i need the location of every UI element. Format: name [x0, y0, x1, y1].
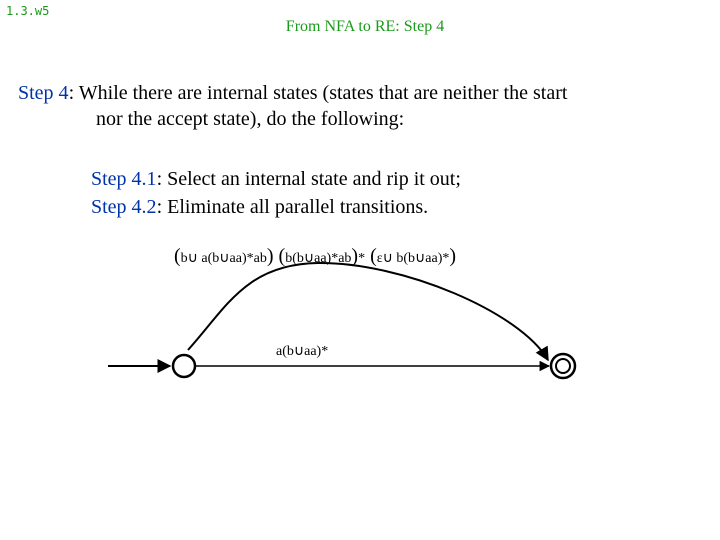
regex-paren: (: [174, 245, 181, 267]
regex-paren: ): [266, 245, 274, 267]
accept-state-inner: [556, 359, 570, 373]
slide-title: From NFA to RE: Step 4: [285, 18, 445, 35]
start-state: [173, 355, 195, 377]
step4-text-line1: : While there are internal states (states that are neither the start: [68, 82, 568, 104]
slide-number: 1.3.w5: [6, 4, 50, 18]
step4-label: Step 4: [18, 82, 69, 104]
top-transition-arrow: [188, 263, 548, 360]
regex-star: *: [358, 251, 366, 266]
regex-paren: (: [273, 245, 286, 267]
step4-1-text: : Select an internal state and rip it out;: [156, 168, 461, 190]
step4-line2: nor the accept state), do the following:: [96, 108, 405, 130]
regex-term-1: b∪ a(b∪aa)*ab: [180, 251, 267, 266]
edge-label: a(b∪aa)*: [276, 344, 329, 359]
regex-term-2: b(b∪aa)*ab: [285, 251, 352, 266]
regex-term-3: ε∪ b(b∪aa)*: [376, 251, 450, 266]
step4-2-label: Step 4.2: [91, 196, 157, 218]
regex-paren: ): [449, 245, 457, 267]
step4-1-label: Step 4.1: [91, 168, 157, 190]
regex-paren: (: [365, 245, 377, 267]
regex-paren: ): [351, 245, 359, 267]
step4-2-text: : Eliminate all parallel transitions.: [156, 196, 429, 218]
